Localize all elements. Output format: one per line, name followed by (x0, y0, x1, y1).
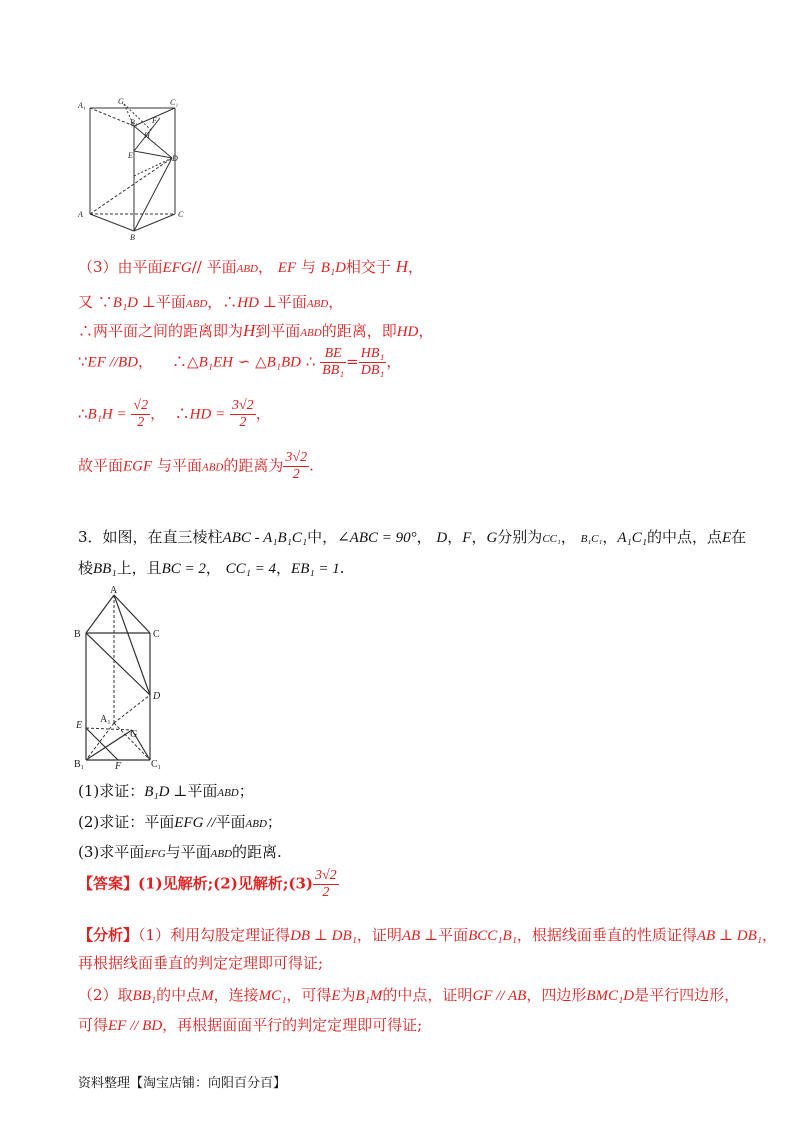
fig1-label-f: F (152, 116, 157, 125)
part3-line5: ∴B₁H = $\frac{√2}{2}$ ， ∴HD = $\frac{3√2}{2}$ ， (78, 398, 271, 430)
fig1-label-e: E (128, 151, 133, 160)
fig2-label-c: C (153, 629, 160, 640)
question-1: (1)求证：B₁D ⊥平面ABD； (78, 782, 254, 800)
fig1-label-a1: A₁ (78, 101, 86, 110)
fig2-label-d: D (153, 691, 161, 702)
part3-line1: （3）由平面EFG// 平面ABD， EF 与 B₁D相交于 H， (78, 257, 423, 276)
fig1-label-c: C (178, 210, 184, 219)
analysis-line2: 再根据线面垂直的判定定理即可得证; (78, 954, 324, 972)
fig2-label-a1: A₁ (100, 714, 111, 725)
question-3: (3)求平面EFG与平面ABD的距离. (78, 843, 282, 861)
fig2-label-f: F (115, 761, 122, 770)
fig2-label-e: E (76, 720, 83, 731)
analysis-line1: 【分析】（1）利用勾股定理证得DB ⊥ DB₁，证明AB ⊥平面BCC₁B₁，根据线面垂直的性质证得AB ⊥ DB₁， (78, 926, 778, 944)
figure-prism-1 (72, 96, 192, 241)
frac-answer-distance: $\frac{3√2}{2}$ (285, 450, 308, 482)
part3-line3: ∴两平面之间的距离即为H到平面ABD的距离，即HD， (78, 321, 434, 340)
fig1-label-b1: B₁ (130, 118, 138, 127)
part3-line4: ∵EF //BD， ∴△B₁EH ∽ △B₁BD ∴ $\frac{BE}{\text{BB₁}}$ = $\frac{\text{HB₁}}{\text{DB₁}}$ ， (78, 346, 402, 378)
analysis-line4: 可得EF // BD，再根据面面平行的判定定理即可得证; (78, 1016, 423, 1034)
fig2-label-b1: B₁ (74, 759, 85, 770)
fig2-label-b: B (74, 629, 81, 640)
figure-prism-2 (72, 585, 172, 770)
frac-be-bb1: $\frac{BE}{\text{BB₁}}$ (322, 346, 345, 378)
frac-3sqrt2-2: $\frac{3√2}{2}$ (232, 398, 254, 430)
frac-sqrt2-2: $\frac{√2}{2}$ (133, 398, 149, 430)
fig1-label-g: G (118, 97, 124, 106)
part3-line6: 故平面EGF 与平面ABD的距离为 $\frac{3√2}{2}$ . (78, 450, 314, 482)
fig2-label-g: G (130, 729, 138, 740)
frac-answer: $\frac{3√2}{2}$ (315, 868, 337, 900)
analysis-line3: （2）取BB₁的中点M，连接MC₁，可得E为B₁M的中点，证明GF // AB，四边形BMC₁D是平行四边形， (78, 986, 740, 1004)
part3-line2: 又 ∵B₁D ⊥平面ABD，∴HD ⊥平面ABD， (78, 293, 344, 311)
fig1-label-b: B (130, 233, 135, 241)
fig2-label-a: A (110, 585, 118, 596)
fig1-label-d: D (172, 154, 178, 163)
footer-text: 资料整理【淘宝店铺：向阳百分百】 (78, 1076, 287, 1091)
fig2-label-c1: C₁ (151, 759, 162, 770)
fig1-label-c1: C₁ (170, 98, 179, 107)
fig1-label-h: H (144, 131, 150, 140)
fig1-label-a: A (78, 210, 83, 219)
question-2: (2)求证：平面EFG //平面ABD； (78, 813, 282, 831)
problem3-line2: 棱BB₁上，且BC = 2， CC₁ = 4，EB₁ = 1. (78, 559, 345, 577)
problem3-line1: 3．如图，在直三棱柱ABC - A₁B₁C₁中，∠ABC = 90°， D，F，G分别为CC₁， B₁C₁，A₁C₁的中点，点E在 (78, 528, 747, 546)
frac-hb1-db1: $\frac{\text{HB₁}}{\text{DB₁}}$ (360, 346, 385, 378)
answer-line: 【答案】(1)见解析;(2)见解析;(3) $\frac{3√2}{2}$ (78, 868, 337, 900)
